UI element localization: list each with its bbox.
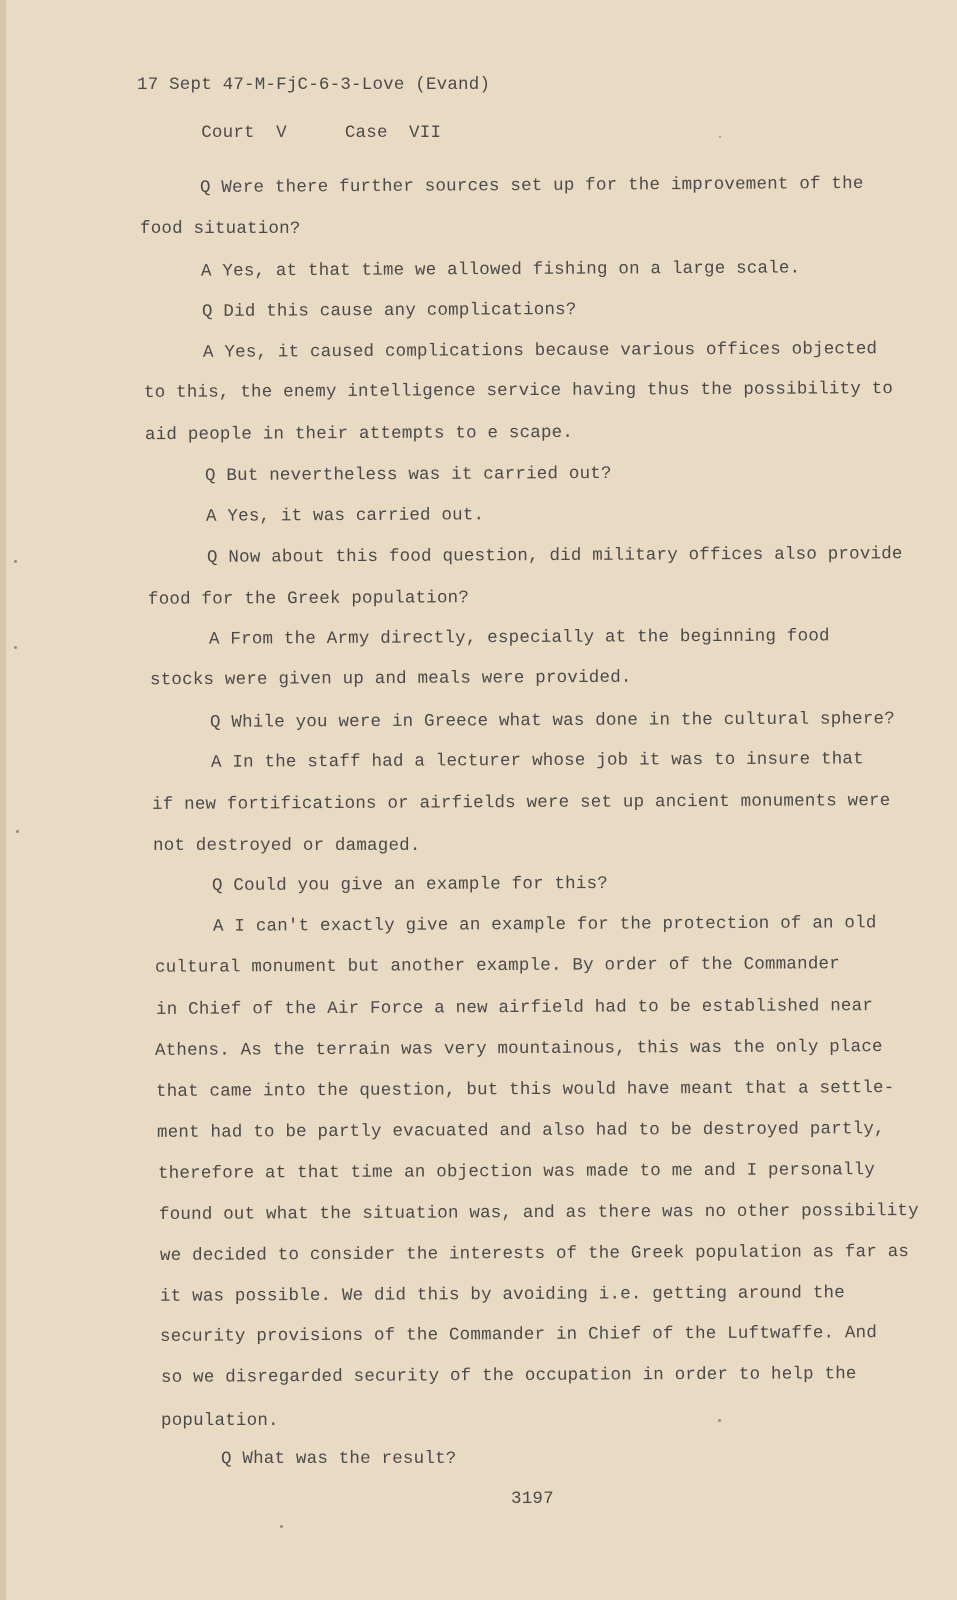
transcript-line: it was possible. We did this by avoiding i.e. getting around the [159, 1283, 845, 1307]
paper-speck [14, 646, 17, 649]
paper-speck [280, 1525, 283, 1528]
paper-speck [14, 560, 17, 563]
document-reference: 17 Sept 47-M-FjC-6-3-Love (Evand) [137, 75, 491, 95]
transcript-line: Q But nevertheless was it carried out? [204, 463, 612, 487]
transcript-line: security provisions of the Commander in Chief of the Luftwaffe. And [159, 1323, 878, 1347]
transcript-line: therefore at that time an objection was made to me and I personally [157, 1160, 876, 1184]
transcript-line: food for the Greek population? [147, 588, 470, 610]
transcript-line: ment had to be partly evacuated and also had to be destroyed partly, [156, 1119, 885, 1143]
transcript-line: A Yes, it caused complications because various offices objected [202, 339, 878, 363]
transcript-line: found out what the situation was, and as there was no other possibility [158, 1201, 919, 1225]
court-label: Court V [201, 123, 287, 143]
transcript-line: Q Now about this food question, did military offices also provide [206, 544, 903, 568]
page-number: 3197 [511, 1489, 554, 1509]
transcript-line: to this, the enemy intelligence service having thus the possibility to [143, 379, 894, 403]
transcript-line: stocks were given up and meals were provided. [149, 667, 632, 691]
paper-speck [718, 1419, 721, 1422]
transcript-line: Athens. As the terrain was very mountainous, this was the only place [154, 1037, 883, 1061]
page-header [137, 73, 490, 169]
transcript-line: population. [161, 1411, 279, 1431]
transcript-line: we decided to consider the interests of the Greek population as far as [159, 1242, 910, 1266]
transcript-line: that came into the question, but this would have meant that a settle- [155, 1078, 895, 1102]
transcript-line: not destroyed or damaged. [153, 836, 421, 856]
paper-speck [719, 136, 721, 138]
transcript-line: cultural monument but another example. By order of the Commander [154, 954, 840, 978]
transcript-line: Q Were there further sources set up for the improvement of the [199, 173, 864, 199]
paper-speck [16, 830, 19, 833]
transcript-line: Q While you were in Greece what was done in the cultural sphere? [209, 709, 895, 733]
transcript-line: A Yes, at that time we allowed fishing on a large scale. [200, 258, 801, 282]
transcript-line: A Yes, it was carried out. [205, 505, 485, 527]
case-label: Case VII [344, 123, 442, 143]
transcript-line: A I can't exactly give an example for the protection of an old [212, 913, 877, 937]
transcript-line: Q Did this cause any complications? [201, 300, 577, 322]
transcript-line: A From the Army directly, especially at the beginning food [208, 626, 830, 650]
transcript-line: if new fortifications or airfields were set up ancient monuments were [151, 791, 891, 815]
transcript-line: A In the staff had a lecturer whose job it was to insure that [210, 749, 864, 773]
transcript-line: aid people in their attempts to e scape. [144, 422, 574, 446]
transcript-line: Q Could you give an example for this? [211, 873, 609, 897]
transcript-line: in Chief of the Air Force a new airfield had to be established near [155, 996, 874, 1020]
transcript-line: so we disregarded security of the occupation in order to help the [160, 1364, 857, 1388]
transcript-line: food situation? [140, 219, 301, 239]
transcript-line: Q What was the result? [221, 1449, 457, 1469]
